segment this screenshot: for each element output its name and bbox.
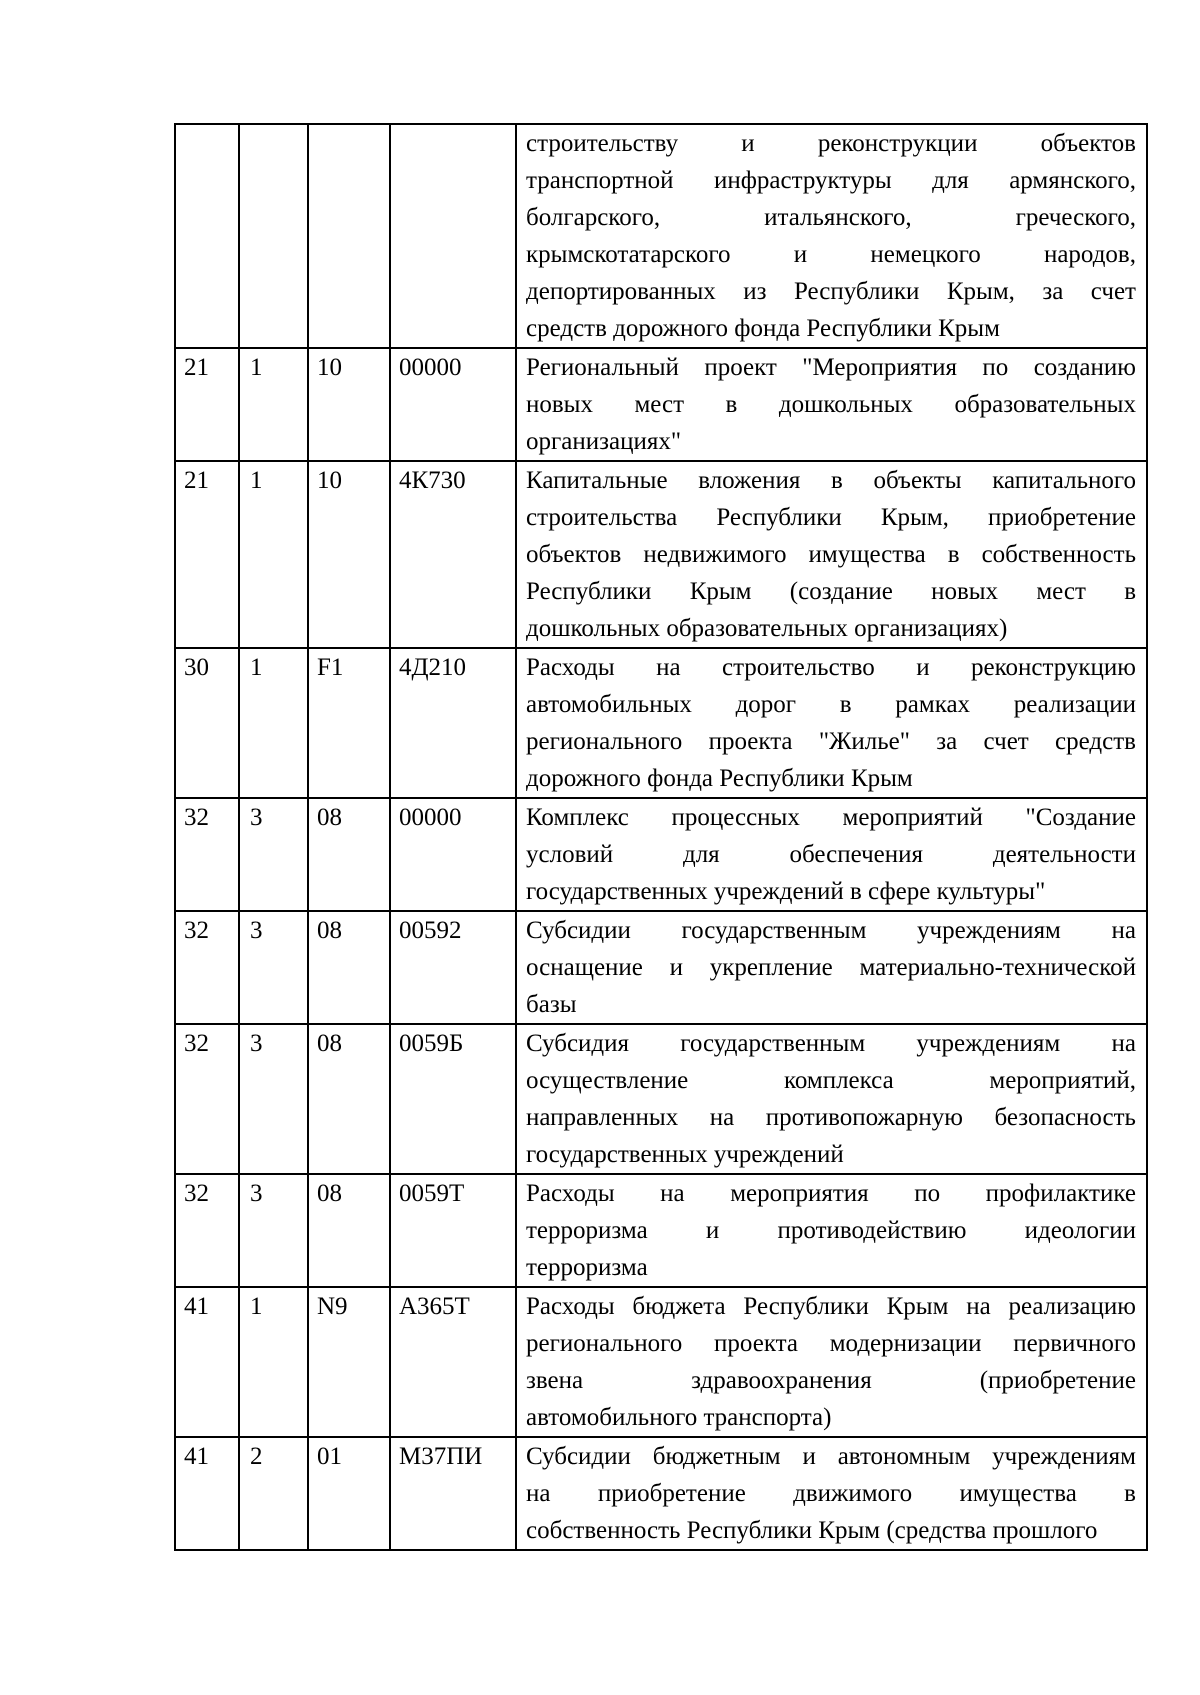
description-line <box>526 1099 1136 1136</box>
word: терроризма <box>526 1217 648 1244</box>
word: Крым, <box>946 278 1015 305</box>
description-line <box>526 1288 1136 1325</box>
description-line <box>526 573 1136 610</box>
code-cell-1: 30 <box>175 648 239 798</box>
code-cell-1: 32 <box>175 798 239 911</box>
word: автомобильных <box>526 691 692 718</box>
word: Крым, <box>880 504 949 531</box>
word: направленных <box>526 1104 679 1131</box>
description-line: организациях" <box>526 428 682 455</box>
code-cell-2: 2 <box>239 1437 308 1550</box>
word: учреждениям <box>992 1443 1136 1470</box>
word: крымскотатарского <box>526 241 731 268</box>
table-row <box>175 1174 1147 1287</box>
table-row <box>175 461 1147 648</box>
code-cell-2: 1 <box>239 461 308 648</box>
word: автономным <box>837 1443 971 1470</box>
description-cell <box>516 124 1147 348</box>
word: на <box>526 1480 551 1507</box>
code-cell-1: 32 <box>175 1024 239 1174</box>
word: имущества <box>959 1480 1077 1507</box>
description-line <box>526 723 1136 760</box>
description-line <box>526 349 1136 386</box>
description-line <box>526 1362 1136 1399</box>
word: "Мероприятия <box>802 354 958 381</box>
table-row <box>175 648 1147 798</box>
description-line <box>526 686 1136 723</box>
word: собственность <box>981 541 1136 568</box>
code-cell-3: 08 <box>308 1024 390 1174</box>
word: на <box>709 1104 735 1131</box>
word: и <box>802 1443 816 1470</box>
word: в <box>839 691 852 718</box>
word: мероприятий, <box>989 1067 1136 1094</box>
description-line: собственность Республики Крым (средства прошлого <box>526 1517 1098 1544</box>
description-line <box>526 125 1136 162</box>
word: комплекса <box>783 1067 894 1094</box>
code-cell-3: 08 <box>308 798 390 911</box>
word: Капитальные <box>526 467 668 494</box>
description-line <box>526 236 1136 273</box>
code-cell-4 <box>390 124 516 348</box>
word: для <box>932 167 969 194</box>
description-line: автомобильного транспорта) <box>526 1404 832 1431</box>
description-cell <box>516 798 1147 911</box>
word: на <box>1111 1030 1136 1057</box>
word: счет <box>1090 278 1136 305</box>
description-line <box>526 799 1136 836</box>
description-line <box>526 199 1136 236</box>
word: мест <box>1036 578 1086 605</box>
code-cell-4: 00000 <box>390 798 516 911</box>
code-cell-3: 08 <box>308 911 390 1024</box>
description-line <box>526 1325 1136 1362</box>
word: по <box>914 1180 941 1207</box>
description-line: средств дорожного фонда Республики Крым <box>526 315 1000 342</box>
description-line <box>526 162 1136 199</box>
description-cell <box>516 648 1147 798</box>
word: процессных <box>671 804 800 831</box>
code-cell-4: А365Т <box>390 1287 516 1437</box>
code-cell-2: 1 <box>239 1287 308 1437</box>
word: транспортной <box>526 167 674 194</box>
word: безопасность <box>994 1104 1136 1131</box>
word: Субсидии <box>526 1443 631 1470</box>
code-cell-4: 00592 <box>390 911 516 1024</box>
word: Республики <box>743 1293 869 1320</box>
description-line <box>526 1475 1136 1512</box>
word: средств <box>1055 728 1136 755</box>
table-row <box>175 1024 1147 1174</box>
word: созданию <box>1033 354 1136 381</box>
word: Региональный <box>526 354 679 381</box>
word: условий <box>526 841 614 868</box>
description-line <box>526 1438 1136 1475</box>
word: реализации <box>1013 691 1136 718</box>
word: реализацию <box>1008 1293 1136 1320</box>
word: проект <box>704 354 777 381</box>
description-line <box>526 462 1136 499</box>
word: строительство <box>721 654 875 681</box>
word: и <box>741 130 755 157</box>
description-line <box>526 1025 1136 1062</box>
description-cell <box>516 911 1147 1024</box>
description-line <box>526 273 1136 310</box>
word: противопожарную <box>765 1104 963 1131</box>
table-row <box>175 124 1147 348</box>
word: из <box>743 278 767 305</box>
description-line: дошкольных образовательных организациях) <box>526 615 1008 642</box>
word: за <box>1042 278 1064 305</box>
description-cell <box>516 348 1147 461</box>
word: рамках <box>895 691 971 718</box>
code-cell-2: 1 <box>239 648 308 798</box>
word: укрепление <box>709 954 833 981</box>
word: звена <box>526 1367 584 1394</box>
code-cell-4: 4К730 <box>390 461 516 648</box>
code-cell-3: 08 <box>308 1174 390 1287</box>
word: реконструкции <box>817 130 978 157</box>
code-cell-3: 10 <box>308 461 390 648</box>
word: бюджетным <box>652 1443 781 1470</box>
word: и <box>793 241 808 268</box>
code-cell-4: 0059Б <box>390 1024 516 1174</box>
code-cell-2: 3 <box>239 1174 308 1287</box>
word: регионального <box>526 728 683 755</box>
description-line <box>526 836 1136 873</box>
code-cell-4: М37ПИ <box>390 1437 516 1550</box>
word: здравоохранения <box>691 1367 872 1394</box>
word: для <box>682 841 720 868</box>
word: приобретение <box>988 504 1136 531</box>
word: в <box>1124 1480 1136 1507</box>
word: объектов <box>1040 130 1136 157</box>
description-line <box>526 912 1136 949</box>
word: и <box>669 954 684 981</box>
word: профилактике <box>985 1180 1136 1207</box>
word: движимого <box>793 1480 913 1507</box>
word: в <box>947 541 960 568</box>
word: реконструкцию <box>971 654 1136 681</box>
description-line <box>526 1062 1136 1099</box>
table-row <box>175 1437 1147 1550</box>
word: мероприятий <box>842 804 983 831</box>
word: по <box>982 354 1009 381</box>
code-cell-2 <box>239 124 308 348</box>
description-line <box>526 386 1136 423</box>
table-row <box>175 348 1147 461</box>
word: учреждениям <box>916 1030 1061 1057</box>
word: в <box>725 391 738 418</box>
word: болгарского, <box>526 204 661 231</box>
word: Республики <box>716 504 842 531</box>
word: мест <box>634 391 685 418</box>
word: Расходы <box>526 654 615 681</box>
word: Республики <box>793 278 920 305</box>
description-line <box>526 1212 1136 1249</box>
table-row <box>175 798 1147 911</box>
word: греческого, <box>1015 204 1136 231</box>
word: народов, <box>1043 241 1136 268</box>
word: регионального <box>526 1330 683 1357</box>
word: обеспечения <box>789 841 924 868</box>
word: на <box>966 1293 991 1320</box>
word: модернизации <box>829 1330 982 1357</box>
word: итальянского, <box>764 204 912 231</box>
code-cell-1: 21 <box>175 348 239 461</box>
description-line: государственных учреждений в сфере культуры" <box>526 878 1046 905</box>
table-row <box>175 911 1147 1024</box>
description-line: базы <box>526 991 577 1018</box>
description-line: государственных учреждений <box>526 1141 844 1168</box>
description-cell <box>516 1024 1147 1174</box>
word: депортированных <box>526 278 716 305</box>
word: на <box>660 1180 685 1207</box>
word: инфраструктуры <box>713 167 892 194</box>
word: и <box>916 654 930 681</box>
word: немецкого <box>870 241 981 268</box>
word: "Создание <box>1025 804 1136 831</box>
word: Республики <box>526 578 652 605</box>
word: бюджета <box>632 1293 726 1320</box>
word: проекта <box>708 728 793 755</box>
code-cell-1: 21 <box>175 461 239 648</box>
code-cell-4: 00000 <box>390 348 516 461</box>
code-cell-2: 3 <box>239 911 308 1024</box>
word: армянского, <box>1009 167 1136 194</box>
word: (приобретение <box>979 1367 1136 1394</box>
word: капитального <box>992 467 1136 494</box>
word: Комплекс <box>526 804 629 831</box>
word: недвижимого <box>643 541 787 568</box>
code-cell-4: 0059Т <box>390 1174 516 1287</box>
word: государственным <box>681 917 867 944</box>
word: материально-технической <box>859 954 1136 981</box>
code-cell-3: N9 <box>308 1287 390 1437</box>
budget-code-table <box>174 123 1148 1551</box>
code-cell-2: 3 <box>239 1024 308 1174</box>
word: строительства <box>526 504 678 531</box>
table-body <box>175 124 1147 1550</box>
description-line <box>526 536 1136 573</box>
code-cell-4: 4Д210 <box>390 648 516 798</box>
description-line <box>526 1175 1136 1212</box>
word: Крым <box>689 578 752 605</box>
word: в <box>830 467 843 494</box>
word: государственным <box>680 1030 866 1057</box>
word: противодействию <box>777 1217 967 1244</box>
description-cell <box>516 461 1147 648</box>
word: на <box>656 654 681 681</box>
description-line <box>526 949 1136 986</box>
code-cell-1: 41 <box>175 1437 239 1550</box>
word: строительству <box>526 130 679 157</box>
code-cell-3 <box>308 124 390 348</box>
word: оснащение <box>526 954 643 981</box>
table-row <box>175 1287 1147 1437</box>
word: новых <box>526 391 593 418</box>
code-cell-3: F1 <box>308 648 390 798</box>
code-cell-1: 32 <box>175 911 239 1024</box>
word: "Жилье" <box>818 728 910 755</box>
word: за <box>936 728 958 755</box>
word: осуществление <box>526 1067 689 1094</box>
code-cell-3: 01 <box>308 1437 390 1550</box>
word: имущества <box>808 541 926 568</box>
code-cell-2: 1 <box>239 348 308 461</box>
word: учреждениям <box>917 917 1061 944</box>
code-cell-2: 3 <box>239 798 308 911</box>
word: мероприятия <box>730 1180 869 1207</box>
word: проекта <box>714 1330 798 1357</box>
word: дошкольных <box>778 391 913 418</box>
word: новых <box>931 578 999 605</box>
word: деятельности <box>992 841 1136 868</box>
code-cell-1 <box>175 124 239 348</box>
word: на <box>1111 917 1136 944</box>
word: и <box>705 1217 720 1244</box>
description-cell <box>516 1287 1147 1437</box>
word: Крым <box>886 1293 949 1320</box>
description-line: дорожного фонда Республики Крым <box>526 765 913 792</box>
word: счет <box>983 728 1029 755</box>
description-line <box>526 649 1136 686</box>
word: в <box>1124 578 1136 605</box>
word: вложения <box>698 467 801 494</box>
word: Расходы <box>526 1180 615 1207</box>
description-line <box>526 499 1136 536</box>
code-cell-3: 10 <box>308 348 390 461</box>
description-cell <box>516 1174 1147 1287</box>
word: (создание <box>789 578 893 605</box>
word: образовательных <box>954 391 1136 418</box>
word: объектов <box>526 541 622 568</box>
word: идеологии <box>1024 1217 1136 1244</box>
description-line: терроризма <box>526 1254 648 1281</box>
description-cell <box>516 1437 1147 1550</box>
word: Расходы <box>526 1293 615 1320</box>
word: объекты <box>873 467 962 494</box>
code-cell-1: 41 <box>175 1287 239 1437</box>
code-cell-1: 32 <box>175 1174 239 1287</box>
word: Субсидии <box>526 917 631 944</box>
word: приобретение <box>597 1480 746 1507</box>
word: первичного <box>1013 1330 1136 1357</box>
word: Субсидия <box>526 1030 630 1057</box>
word: дорог <box>735 691 797 718</box>
